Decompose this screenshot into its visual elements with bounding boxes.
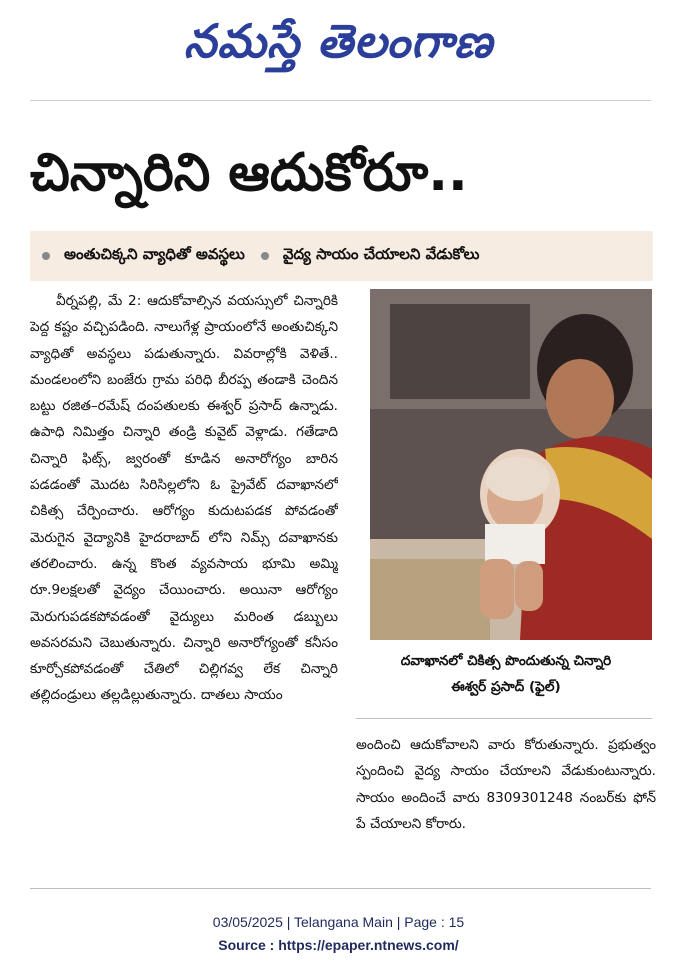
article-photo [370, 289, 652, 640]
photo-caption-line-1: దవాఖానలో చికిత్స పొందుతున్న చిన్నారి [400, 653, 612, 669]
mother-child-photo-illustration [370, 289, 652, 640]
article-headline: చిన్నారిని ఆదుకోరూ.. [30, 143, 468, 203]
photo-caption [356, 648, 656, 708]
edition-info: 03/05/2025 | Telangana Main | Page : 15 [212, 914, 465, 930]
subhead-text-2: వైద్య సాయం చేయాలని వేడుకోలు [282, 245, 480, 263]
subhead-point-1 [42, 245, 245, 267]
article-body-left-column [30, 288, 338, 868]
caption-divider [356, 718, 652, 719]
bullet-dot-icon [261, 252, 269, 260]
bullet-dot-icon [42, 252, 50, 260]
footer-divider [30, 888, 651, 889]
source-link[interactable]: Source : https://epaper.ntnews.com/ [218, 937, 459, 953]
body-paragraph-continued: అందించి ఆదుకోవాలని వారు కోరుతున్నారు. ప్రభుత్వం స్పందించి వైద్య సాయం చేయాలని వేడుకుంటున్నారు. సాయం అందించే వారు 8309301248 నంబర్‌కు ఫోన్ పే చేయాలని కోరారు. [356, 737, 656, 832]
subhead-band [30, 231, 653, 281]
body-paragraph: వీర్నపల్లి, మే 2: ఆదుకోవాల్సిన వయస్సులో చిన్నారికి పెద్ద కష్టం వచ్చిపడింది. నాలుగేళ్ల ప్రాయంలోనే అంతుచిక్కని వ్యాధితో అవస్థలు పడుతున్నారు. వివరాల్లోకి వెళితే.. మండలంలోని బంజేరు గ్రామ పరిధి బీరప్ప తండాకి చెందిన బట్టు రజిత–రమేష్ దంపతులకు ఈశ్వర్ ప్రసాద్ ఉన్నాడు. ఉపాధి నిమిత్తం చిన్నారి తండ్రి కువైట్ వెళ్లాడు. గతేడాది చిన్నారి ఫిట్స్, జ్వరంతో కూడిన అనారోగ్యం బారిన పడడంతో మొదట సిరిసిల్లలోని ఓ ప్రైవేట్ దవాఖానలో చికిత్స చేర్పించారు. ఆరోగ్యం కుదుటపడక పోవడంతో మెరుగైన వైద్యానికి హైదరాబాద్ లోని నిమ్స్ దవాఖానకు తరలించారు. ఉన్న కొంత వ్యవసాయ భూమి అమ్మి రూ.9లక్షలతో వైద్యం చేయించారు. అయినా ఆరోగ్యం మెరుగుపడకపోవడంతో వైద్యులు మరింత డబ్బులు అవసరమని చెబుతున్నారు. చిన్నారి అనారోగ్యంతో కనీసం కూర్చోకపోవడంతో చేతిలో చిల్లిగవ్వ లేక చిన్నారి తల్లిదండ్రులు తల్లడిల్లుతున్నారు. దాతలు సాయం [30, 293, 338, 704]
subhead-text-1: అంతుచిక్కని వ్యాధితో అవస్థలు [64, 245, 245, 263]
photo-caption-line-2: ఈశ్వర్ ప్రసాద్ (ఫైల్) [451, 679, 561, 695]
masthead-divider [30, 100, 651, 101]
subhead-point-2 [261, 245, 480, 267]
article-body-right-column [356, 732, 656, 872]
newspaper-masthead: నమస్తే తెలంగాణ [183, 14, 494, 68]
